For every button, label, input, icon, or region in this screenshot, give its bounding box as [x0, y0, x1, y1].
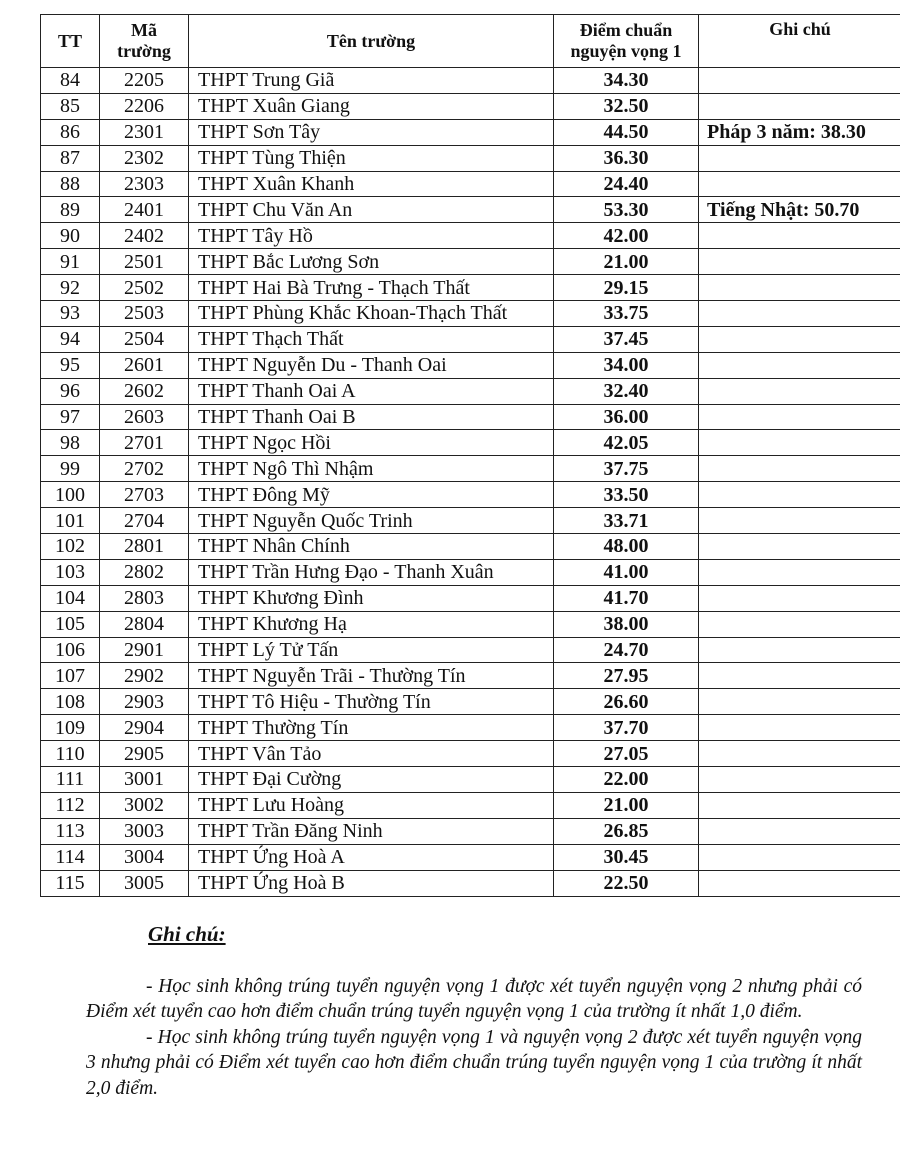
cell-tt: 103 [41, 559, 100, 585]
cell-tt: 112 [41, 792, 100, 818]
cell-note [699, 456, 900, 482]
cell-school-code: 2802 [100, 559, 189, 585]
cell-school-name: THPT Ứng Hoà B [189, 870, 554, 896]
table-row [41, 585, 900, 611]
cell-tt: 91 [41, 249, 100, 275]
cell-school-code: 2402 [100, 223, 189, 249]
cell-note [699, 275, 900, 301]
cell-school-code: 2803 [100, 585, 189, 611]
cell-tt: 114 [41, 844, 100, 870]
cell-note: Pháp 3 năm: 38.30 [699, 119, 900, 145]
cell-school-code: 2701 [100, 430, 189, 456]
header-note: Ghi chú [699, 15, 900, 68]
cell-school-name: THPT Xuân Khanh [189, 171, 554, 197]
cell-school-code: 2303 [100, 171, 189, 197]
table-row [41, 637, 900, 663]
cell-school-code: 3005 [100, 870, 189, 896]
cell-school-code: 2401 [100, 197, 189, 223]
cell-school-name: THPT Tô Hiệu - Thường Tín [189, 689, 554, 715]
cell-note [699, 508, 900, 534]
cell-school-name: THPT Hai Bà Trưng - Thạch Thất [189, 275, 554, 301]
table-row [41, 301, 900, 327]
cell-school-code: 2901 [100, 637, 189, 663]
cell-school-name: THPT Ứng Hoà A [189, 844, 554, 870]
cell-tt: 99 [41, 456, 100, 482]
cell-tt: 93 [41, 301, 100, 327]
cell-score: 33.50 [554, 482, 699, 508]
cell-score: 27.95 [554, 663, 699, 689]
cell-tt: 87 [41, 145, 100, 171]
table-row [41, 663, 900, 689]
cell-tt: 111 [41, 767, 100, 793]
cell-score: 26.85 [554, 818, 699, 844]
cell-tt: 88 [41, 171, 100, 197]
cell-school-name: THPT Trung Giã [189, 68, 554, 94]
cell-note [699, 741, 900, 767]
cell-note [699, 559, 900, 585]
cell-score: 34.30 [554, 68, 699, 94]
header-school-code-line1: Mã [131, 20, 157, 40]
table-row [41, 767, 900, 793]
header-score-line2: nguyện vọng 1 [570, 41, 682, 61]
table-row [41, 689, 900, 715]
cell-note [699, 663, 900, 689]
table-row [41, 792, 900, 818]
table-row [41, 119, 900, 145]
cell-school-name: THPT Bắc Lương Sơn [189, 249, 554, 275]
note-paragraph-1: - Học sinh không trúng tuyển nguyện vọng 1 được xét tuyển nguyện vọng 2 nhưng phải có Điểm xét tuyển cao hơn điểm chuẩn trúng tuyển nguyện vọng 1 của trường ít nhất 1,0 điểm. [86, 975, 862, 1022]
cell-score: 21.00 [554, 792, 699, 818]
cell-school-code: 3001 [100, 767, 189, 793]
cell-note [699, 689, 900, 715]
cell-note [699, 145, 900, 171]
cell-school-name: THPT Lý Tử Tấn [189, 637, 554, 663]
cell-school-code: 2501 [100, 249, 189, 275]
cell-tt: 115 [41, 870, 100, 896]
cell-score: 26.60 [554, 689, 699, 715]
table-row [41, 171, 900, 197]
cell-school-code: 2301 [100, 119, 189, 145]
cell-score: 33.75 [554, 301, 699, 327]
cell-school-name: THPT Tùng Thiện [189, 145, 554, 171]
cell-score: 44.50 [554, 119, 699, 145]
cell-score: 22.00 [554, 767, 699, 793]
cell-school-name: THPT Vân Tảo [189, 741, 554, 767]
table-row [41, 818, 900, 844]
notes-section [86, 922, 862, 1101]
cell-note: Tiếng Nhật: 50.70 [699, 197, 900, 223]
cell-note [699, 68, 900, 94]
cell-score: 33.71 [554, 508, 699, 534]
cell-school-name: THPT Trần Hưng Đạo - Thanh Xuân [189, 559, 554, 585]
cell-tt: 102 [41, 534, 100, 560]
cell-note [699, 792, 900, 818]
cell-school-code: 2601 [100, 352, 189, 378]
cell-note [699, 223, 900, 249]
cell-note [699, 818, 900, 844]
cell-school-name: THPT Khương Đình [189, 585, 554, 611]
cell-note [699, 352, 900, 378]
cell-score: 37.70 [554, 715, 699, 741]
cell-tt: 113 [41, 818, 100, 844]
cell-school-name: THPT Thanh Oai B [189, 404, 554, 430]
cell-school-name: THPT Xuân Giang [189, 93, 554, 119]
cell-note [699, 844, 900, 870]
cell-score: 21.00 [554, 249, 699, 275]
table-row [41, 870, 900, 896]
cell-school-code: 2205 [100, 68, 189, 94]
admission-score-table [40, 14, 900, 897]
cell-school-code: 3003 [100, 818, 189, 844]
cell-tt: 96 [41, 378, 100, 404]
cell-tt: 94 [41, 326, 100, 352]
cell-note [699, 870, 900, 896]
cell-note [699, 585, 900, 611]
cell-school-code: 2603 [100, 404, 189, 430]
cell-school-name: THPT Thường Tín [189, 715, 554, 741]
cell-tt: 95 [41, 352, 100, 378]
note-paragraph-2: - Học sinh không trúng tuyển nguyện vọng 1 và nguyện vọng 2 được xét tuyển nguyện vọng 3 nhưng phải có Điểm xét tuyển cao hơn điểm chuẩn trúng tuyển nguyện vọng 1 của trường ít nhất 2,0 điểm. [86, 1026, 862, 1099]
table-row [41, 197, 900, 223]
table-row [41, 404, 900, 430]
table-row [41, 145, 900, 171]
cell-school-name: THPT Nguyễn Quốc Trinh [189, 508, 554, 534]
table-row [41, 715, 900, 741]
cell-school-name: THPT Nguyễn Trãi - Thường Tín [189, 663, 554, 689]
header-school-code [100, 15, 189, 68]
cell-school-code: 2206 [100, 93, 189, 119]
cell-tt: 97 [41, 404, 100, 430]
cell-tt: 86 [41, 119, 100, 145]
cell-note [699, 430, 900, 456]
cell-note [699, 326, 900, 352]
table-row [41, 559, 900, 585]
cell-tt: 101 [41, 508, 100, 534]
table-row [41, 430, 900, 456]
cell-school-code: 2905 [100, 741, 189, 767]
cell-score: 48.00 [554, 534, 699, 560]
cell-score: 32.40 [554, 378, 699, 404]
cell-tt: 109 [41, 715, 100, 741]
cell-score: 37.75 [554, 456, 699, 482]
cell-note [699, 249, 900, 275]
header-school-code-line2: trường [117, 41, 171, 61]
cell-school-code: 2504 [100, 326, 189, 352]
cell-score: 30.45 [554, 844, 699, 870]
table-row [41, 249, 900, 275]
cell-score: 24.70 [554, 637, 699, 663]
table-row [41, 611, 900, 637]
cell-school-name: THPT Đại Cường [189, 767, 554, 793]
header-score [554, 15, 699, 68]
cell-note [699, 93, 900, 119]
cell-school-code: 2702 [100, 456, 189, 482]
cell-school-name: THPT Khương Hạ [189, 611, 554, 637]
table-row [41, 326, 900, 352]
cell-school-name: THPT Thanh Oai A [189, 378, 554, 404]
table-row [41, 534, 900, 560]
cell-score: 37.45 [554, 326, 699, 352]
cell-school-code: 2904 [100, 715, 189, 741]
cell-tt: 92 [41, 275, 100, 301]
cell-note [699, 171, 900, 197]
cell-note [699, 637, 900, 663]
cell-note [699, 534, 900, 560]
cell-score: 24.40 [554, 171, 699, 197]
cell-note [699, 715, 900, 741]
table-row [41, 508, 900, 534]
cell-school-code: 2602 [100, 378, 189, 404]
cell-school-code: 2704 [100, 508, 189, 534]
cell-tt: 85 [41, 93, 100, 119]
cell-score: 32.50 [554, 93, 699, 119]
cell-tt: 110 [41, 741, 100, 767]
cell-school-name: THPT Đông Mỹ [189, 482, 554, 508]
table-header-row [41, 15, 900, 68]
cell-school-code: 2804 [100, 611, 189, 637]
cell-school-code: 2302 [100, 145, 189, 171]
cell-score: 36.00 [554, 404, 699, 430]
cell-school-name: THPT Chu Văn An [189, 197, 554, 223]
cell-tt: 107 [41, 663, 100, 689]
cell-school-name: THPT Tây Hồ [189, 223, 554, 249]
cell-score: 27.05 [554, 741, 699, 767]
cell-school-code: 2903 [100, 689, 189, 715]
cell-school-name: THPT Ngô Thì Nhậm [189, 456, 554, 482]
cell-school-code: 2703 [100, 482, 189, 508]
cell-tt: 105 [41, 611, 100, 637]
table-body [41, 68, 900, 897]
table-row [41, 93, 900, 119]
cell-score: 29.15 [554, 275, 699, 301]
cell-school-code: 2502 [100, 275, 189, 301]
table-row [41, 378, 900, 404]
table-row [41, 223, 900, 249]
cell-score: 53.30 [554, 197, 699, 223]
cell-tt: 106 [41, 637, 100, 663]
cell-school-code: 3002 [100, 792, 189, 818]
cell-note [699, 767, 900, 793]
cell-school-name: THPT Ngọc Hồi [189, 430, 554, 456]
table-row [41, 68, 900, 94]
table-row [41, 482, 900, 508]
cell-tt: 100 [41, 482, 100, 508]
cell-score: 34.00 [554, 352, 699, 378]
cell-school-name: THPT Lưu Hoàng [189, 792, 554, 818]
cell-school-name: THPT Nguyễn Du - Thanh Oai [189, 352, 554, 378]
cell-school-code: 2902 [100, 663, 189, 689]
cell-note [699, 378, 900, 404]
table-row [41, 741, 900, 767]
cell-score: 38.00 [554, 611, 699, 637]
cell-school-name: THPT Phùng Khắc Khoan-Thạch Thất [189, 301, 554, 327]
cell-school-code: 2801 [100, 534, 189, 560]
cell-note [699, 404, 900, 430]
cell-tt: 104 [41, 585, 100, 611]
cell-tt: 89 [41, 197, 100, 223]
cell-school-code: 2503 [100, 301, 189, 327]
cell-tt: 84 [41, 68, 100, 94]
header-tt: TT [41, 15, 100, 68]
table-row [41, 844, 900, 870]
table-row [41, 275, 900, 301]
cell-score: 36.30 [554, 145, 699, 171]
notes-heading: Ghi chú: [148, 922, 226, 946]
table-row [41, 456, 900, 482]
cell-school-name: THPT Nhân Chính [189, 534, 554, 560]
cell-tt: 108 [41, 689, 100, 715]
table-row [41, 352, 900, 378]
cell-score: 42.05 [554, 430, 699, 456]
cell-tt: 98 [41, 430, 100, 456]
cell-score: 42.00 [554, 223, 699, 249]
cell-school-name: THPT Sơn Tây [189, 119, 554, 145]
cell-score: 41.70 [554, 585, 699, 611]
cell-note [699, 301, 900, 327]
header-score-line1: Điểm chuẩn [579, 20, 673, 40]
cell-school-name: THPT Thạch Thất [189, 326, 554, 352]
cell-score: 22.50 [554, 870, 699, 896]
cell-school-name: THPT Trần Đăng Ninh [189, 818, 554, 844]
cell-score: 41.00 [554, 559, 699, 585]
header-school-name: Tên trường [189, 15, 554, 68]
cell-tt: 90 [41, 223, 100, 249]
cell-note [699, 611, 900, 637]
cell-school-code: 3004 [100, 844, 189, 870]
cell-note [699, 482, 900, 508]
